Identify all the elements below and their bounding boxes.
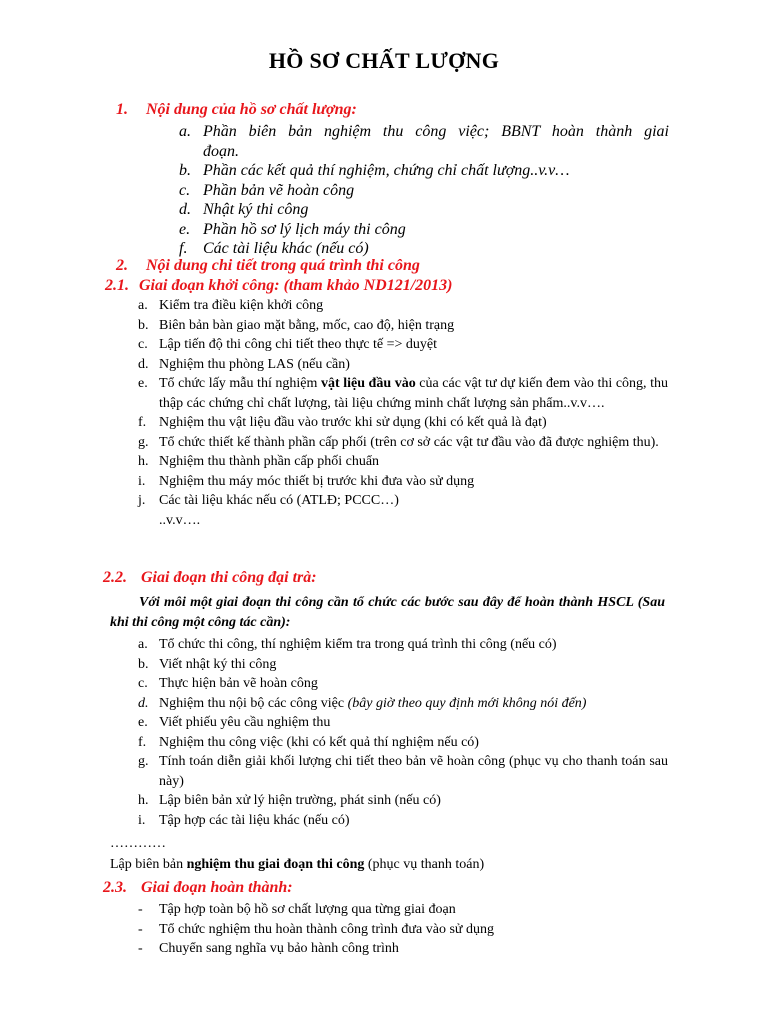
list-item: d. Nghiệm thu nội bộ các công việc (bây giờ theo quy định mới không nói đến) [138, 695, 587, 711]
list-item: - Tập hợp toàn bộ hồ sơ chất lượng qua từng giai đoạn [138, 902, 456, 917]
list-item: g. Tính toán diễn giải khối lượng chi tiết theo bản vẽ hoàn công (phục vụ cho thanh toán sau này) [138, 754, 668, 789]
section-1-list [179, 122, 669, 259]
list-item: a. Tổ chức thi công, thí nghiệm kiểm tra trong quá trình thi công (nếu có) [138, 637, 557, 652]
list-item: i. Nghiệm thu máy móc thiết bị trước khi đưa vào sử dụng [138, 473, 475, 489]
list-item: f. Nghiệm thu công việc (khi có kết quả thí nghiệm nếu có) [138, 734, 479, 750]
section-2-2-intro: Với môi một giai đoạn thi công cần tổ chức các bước sau đây để hoàn thành HSCL (Sau khi thi công một công tác cần): [110, 595, 665, 630]
list-item: d. Nhật ký thi công [179, 201, 309, 218]
section-2-3-list [138, 900, 668, 959]
list-item: j. Các tài liệu khác nếu có (ATLĐ; PCCC…) [138, 493, 399, 508]
list-item: b. Phần các kết quả thí nghiệm, chứng chỉ chất lượng..v.v… [179, 162, 570, 179]
list-trailer: ..v.v…. [159, 512, 201, 528]
section-2-1-heading: 2.1. Giai đoạn khởi công: (tham khảo ND121/2013) [105, 277, 453, 294]
list-item: f. Nghiệm thu vật liệu đầu vào trước khi sử dụng (khi có kết quả là đạt) [138, 415, 547, 430]
list-item: b. Biên bản bàn giao mặt bằng, mốc, cao độ, hiện trạng [138, 317, 455, 333]
section-2-2-list [138, 635, 668, 830]
list-item: - Chuyển sang nghĩa vụ bảo hành công trình [138, 941, 399, 956]
list-item: h. Lập biên bản xử lý hiện trường, phát sinh (nếu có) [138, 793, 441, 808]
closing-line: Lập biên bản nghiệm thu giai đoạn thi công (phục vụ thanh toán) [110, 857, 485, 872]
list-item: e. Viết phiếu yêu cầu nghiệm thu [138, 715, 331, 730]
list-item: e. Phần hồ sơ lý lịch máy thi công [179, 220, 406, 238]
list-item: g. Tổ chức thiết kế thành phần cấp phối (trên cơ sở các vật tư đầu vào đã được nghiệm thu). [138, 434, 659, 450]
list-item: c. Thực hiện bản vẽ hoàn công [138, 676, 318, 691]
list-item: a. Phần biên bản nghiệm thu công việc; BBNT hoàn thành giai đoạn. [179, 123, 669, 160]
list-item: a. Kiểm tra điều kiện khởi công [138, 298, 324, 313]
list-item: - Tổ chức nghiệm thu hoàn thành công trình đưa vào sử dụng [138, 921, 494, 937]
section-2-1-list [138, 296, 668, 530]
list-item: e. Tổ chức lấy mẫu thí nghiệm vật liệu đầu vào của các vật tư dự kiến đem vào thi công, thu thập các chứng chỉ chất lượng, tài liệu chứng minh chất lượng sản phẩm..v.v…. [138, 376, 669, 411]
list-item: c. Lập tiến độ thi công chi tiết theo thực tế => duyệt [138, 337, 438, 352]
list-item: d. Nghiệm thu phòng LAS (nếu cần) [138, 356, 350, 372]
list-item: h. Nghiệm thu thành phần cấp phối chuẩn [138, 454, 380, 469]
list-item: f. Các tài liệu khác (nếu có) [179, 240, 369, 257]
section-2-2-heading: 2.2. Giai đoạn thi công đại trà: [103, 569, 317, 586]
list-item: b. Viết nhật ký thi công [138, 656, 277, 672]
list-item: i. Tập hợp các tài liệu khác (nếu có) [138, 812, 350, 828]
section-1-heading: 1. Nội dung của hồ sơ chất lượng: [116, 101, 357, 118]
section-2-heading: 2. Nội dung chi tiết trong quá trình thi công [116, 257, 420, 274]
list-item: c. Phần bản vẽ hoàn công [179, 181, 355, 199]
section-2-3-heading: 2.3. Giai đoạn hoàn thành: [103, 879, 293, 896]
document-title: HỒ SƠ CHẤT LƯỢNG [268, 48, 500, 73]
ellipsis-line: ………… [110, 836, 166, 851]
